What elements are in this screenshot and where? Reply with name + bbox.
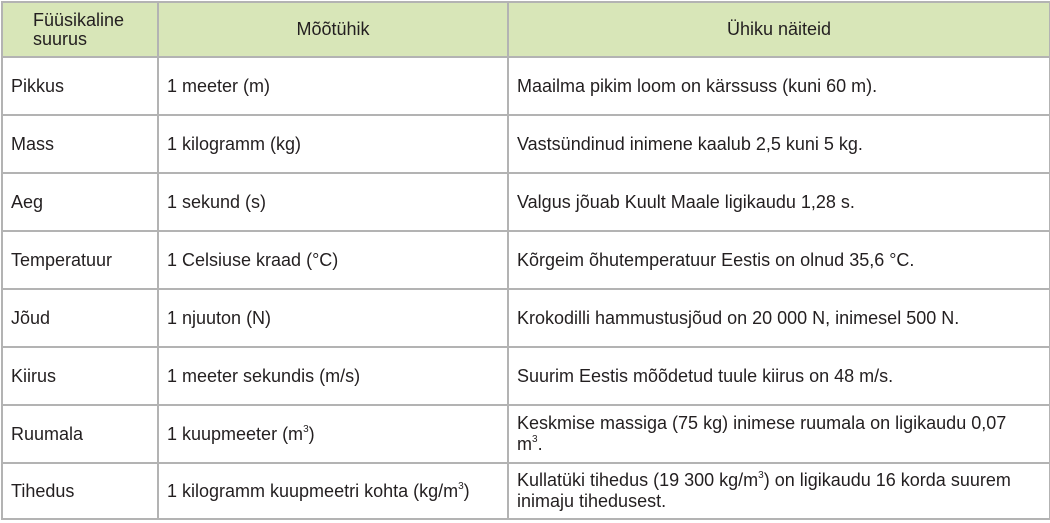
unit-cell: 1 sekund (s) (158, 173, 508, 231)
unit-cell: 1 Celsiuse kraad (°C) (158, 231, 508, 289)
table-row (2, 289, 1050, 347)
superscript: 3 (303, 423, 309, 435)
quantity-cell: Mass (2, 115, 158, 173)
superscript: 3 (758, 470, 764, 481)
example-text: . (537, 434, 543, 454)
superscript: 3 (532, 434, 538, 445)
quantity-cell: Tihedus (2, 463, 158, 519)
table-row (2, 405, 1050, 463)
unit-text: ) (463, 480, 470, 501)
table-row (2, 463, 1050, 519)
quantity-cell: Jõud (2, 289, 158, 347)
quantity-cell: Pikkus (2, 57, 158, 115)
quantity-cell: Kiirus (2, 347, 158, 405)
example-cell: Kõrgeim õhutemperatuur Eestis on olnud 35,6 °C. (508, 231, 1050, 289)
unit-cell (158, 463, 508, 519)
unit-cell (158, 405, 508, 463)
example-cell (508, 405, 1050, 463)
superscript: 3 (458, 480, 464, 492)
example-cell: Krokodilli hammustusjõud on 20 000 N, inimesel 500 N. (508, 289, 1050, 347)
unit-text: 1 kuupmeeter (m (167, 423, 304, 444)
unit-text: 1 kilogramm kuupmeetri kohta (kg/m (167, 480, 459, 501)
unit-text: ) (308, 423, 315, 444)
header-row (2, 2, 1050, 57)
unit-cell: 1 meeter (m) (158, 57, 508, 115)
unit-cell: 1 meeter sekundis (m/s) (158, 347, 508, 405)
header-unit: Mõõtühik (158, 2, 508, 57)
quantity-cell: Aeg (2, 173, 158, 231)
quantity-cell: Temperatuur (2, 231, 158, 289)
table-row (2, 231, 1050, 289)
unit-cell: 1 njuuton (N) (158, 289, 508, 347)
unit-cell: 1 kilogramm (kg) (158, 115, 508, 173)
example-cell: Vastsündinud inimene kaalub 2,5 kuni 5 kg. (508, 115, 1050, 173)
header-quantity: Füüsikaline suurus (2, 2, 158, 57)
table-row (2, 173, 1050, 231)
example-text: ) on ligikaudu 16 korda suurem inimaju tihedusest. (517, 470, 1011, 511)
example-cell: Suurim Eestis mõõdetud tuule kiirus on 48 m/s. (508, 347, 1050, 405)
table-row (2, 115, 1050, 173)
example-cell: Maailma pikim loom on kärssuss (kuni 60 m). (508, 57, 1050, 115)
table-row (2, 57, 1050, 115)
example-cell (508, 463, 1050, 519)
header-example: Ühiku näiteid (508, 2, 1050, 57)
example-cell: Valgus jõuab Kuult Maale ligikaudu 1,28 s. (508, 173, 1050, 231)
example-text: Keskmise massiga (75 kg) inimese ruumala on ligikaudu 0,07 m (517, 413, 1007, 454)
units-table (1, 1, 1050, 520)
quantity-cell: Ruumala (2, 405, 158, 463)
example-text: Kullatüki tihedus (19 300 kg/m (517, 470, 759, 490)
table-row (2, 347, 1050, 405)
